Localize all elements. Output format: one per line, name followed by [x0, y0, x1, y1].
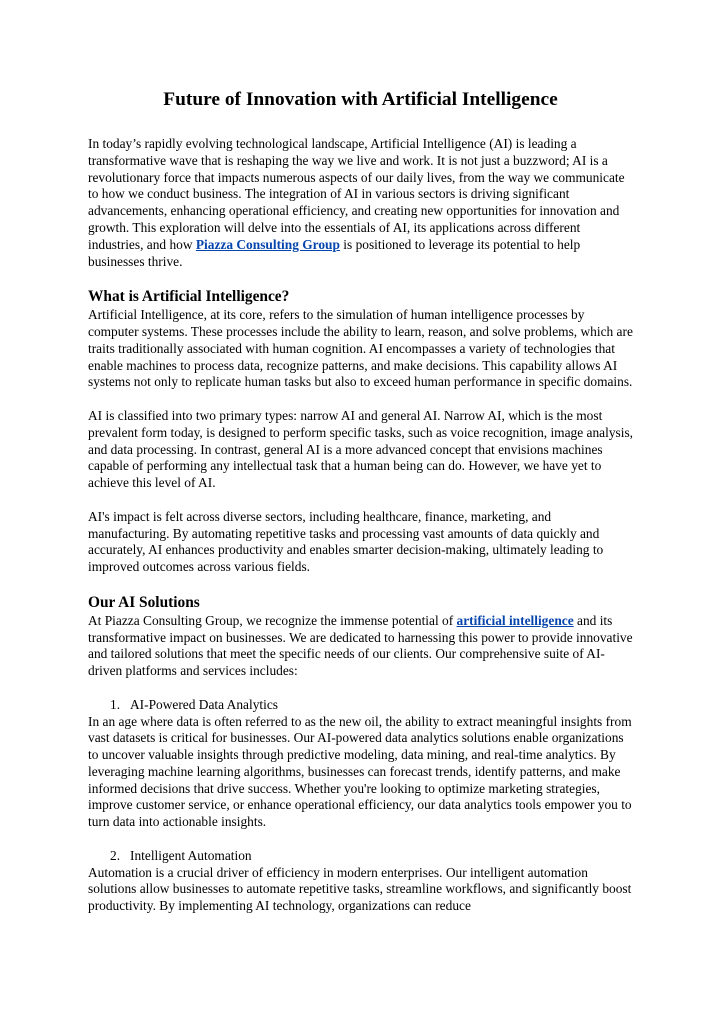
- solutions-intro-paragraph: [88, 613, 633, 680]
- intro-text-after-link: is positioned to leverage its potential to help businesses thrive.: [88, 236, 581, 269]
- what-is-ai-paragraph-2: AI is classified into two primary types: narrow AI and general AI. Narrow AI, which is the most prevalent form today, is designed to perform specific tasks, such as voice recognition, image analysis, and data processing. In contrast, general AI is a more advanced concept that envisions machines capable of performing any intellectual task that a human being can do. However, we have yet to achieve this level of AI.: [88, 407, 634, 491]
- list-item: [88, 848, 633, 865]
- what-is-ai-paragraph-1: Artificial Intelligence, at its core, refers to the simulation of human intelligence processes by computer systems. These processes include the ability to learn, reason, and solve problems, which are traits traditionally associated with human cognition. AI encompasses a variety of technologies that enable machines to process data, recognize patterns, and make decisions. This capability allows AI systems not only to replicate human tasks but also to exceed human performance in specific domains.: [88, 307, 633, 390]
- list-item: [88, 697, 633, 714]
- solutions-text-after-link: and its transformative impact on businesses. We are dedicated to harnessing this power to provide innovative and tailored solutions that meet the specific needs of our clients. Our comprehensive suite of AI-driven platforms and services includes:: [88, 612, 633, 679]
- list-item-label: AI-Powered Data Analytics: [130, 696, 278, 712]
- document-title: Future of Innovation with Artificial Intelligence: [163, 89, 558, 110]
- list-item-number: 1.: [110, 696, 121, 712]
- list-item-number: 2.: [110, 847, 121, 863]
- what-is-ai-paragraph-3: AI's impact is felt across diverse sectors, including healthcare, finance, marketing, and manufacturing. By automating repetitive tasks and processing vast amounts of data quickly and accurately, AI enhances productivity and enables smarter decision-making, ultimately leading to improved outcomes across various fields.: [88, 508, 604, 575]
- list-item-body: Automation is a crucial driver of efficiency in modern enterprises. Our intelligent automation solutions allow businesses to automate repetitive tasks, streamline workflows, and significantly boost productivity. By implementing AI technology, organizations can reduce: [88, 864, 632, 914]
- artificial-intelligence-link[interactable]: artificial intelligence: [456, 612, 574, 628]
- list-item-body: In an age where data is often referred to as the new oil, the ability to extract meaningful insights from vast datasets is critical for businesses. Our AI-powered data analytics solutions enable organizations to uncover valuable insights through predictive modeling, data mining, and real-time analytics. By leveraging machine learning algorithms, businesses can forecast trends, identify patterns, and make informed decisions that drive success. Whether you're looking to optimize marketing strategies, improve customer service, or enhance operational efficiency, our data analytics tools empower you to turn data into actionable insights.: [88, 713, 632, 830]
- solutions-text-before-link: At Piazza Consulting Group, we recognize the immense potential of: [88, 612, 457, 628]
- piazza-consulting-group-link[interactable]: Piazza Consulting Group: [195, 236, 340, 252]
- intro-paragraph: [88, 136, 633, 270]
- document-page: [88, 88, 633, 915]
- our-ai-solutions-heading: Our AI Solutions: [88, 593, 200, 611]
- list-item-label: Intelligent Automation: [130, 847, 252, 863]
- intro-text-before-link: In today’s rapidly evolving technological landscape, Artificial Intelligence (AI) is leading a transformative wave that is reshaping the way we live and work. It is not just a buzzword; AI is a revolutionary force that impacts numerous aspects of our daily lives, from the way we communicate to how we conduct business. The integration of AI in various sectors is driving significant advancements, enhancing operational efficiency, and creating new opportunities for innovation and growth. This exploration will delve into the essentials of AI, its applications across different industries, and how: [88, 136, 625, 252]
- what-is-ai-heading: What is Artificial Intelligence?: [88, 288, 290, 306]
